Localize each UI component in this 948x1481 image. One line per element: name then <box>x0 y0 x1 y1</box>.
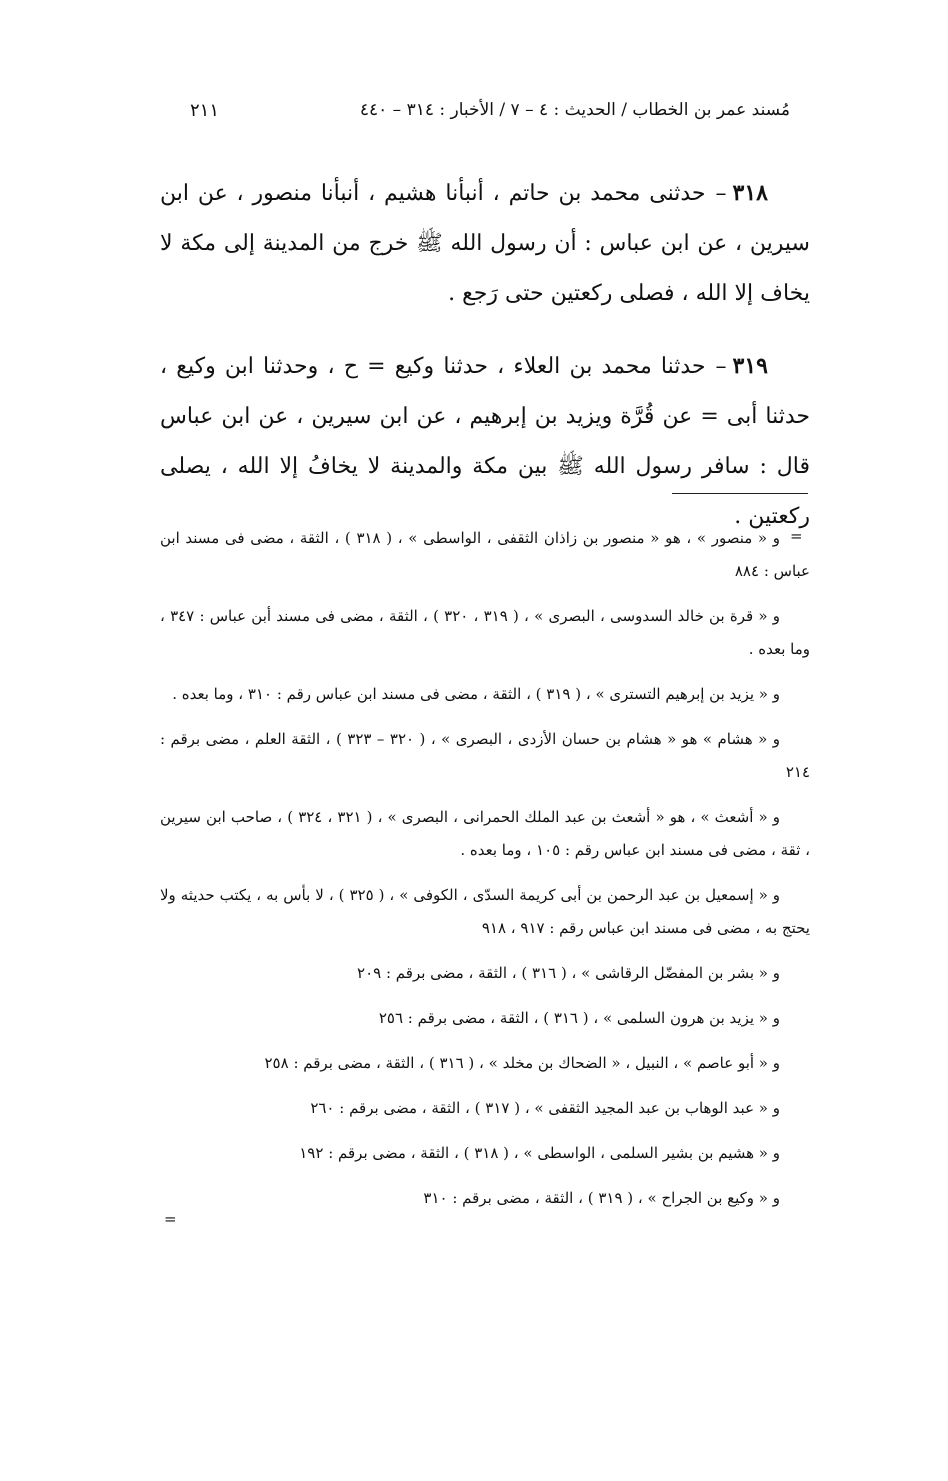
footnote: و « وكيع بن الجراح » ، ( ٣١٩ ) ، الثقة ، مضى برقم : ٣١٠ <box>423 1189 780 1207</box>
page-number: ٢١١ <box>190 100 220 121</box>
running-header <box>190 100 790 134</box>
hadith-text: حدثنى محمد بن حاتم ، أنبأنا هشيم ، أنبأنا منصور ، عن ابن سيرين ، عن ابن عباس : أن رسول الله ﷺ خرج من المدينة إلى مكة لا يخاف إلا الله ، فصلى ركعتين حتى رَجع . <box>160 181 810 306</box>
footnote: و « أشعث » ، هو « أشعث بن عبد الملك الحمرانى ، البصرى » ، ( ٣٢١ ، ٣٢٤ ) ، صاحب ابن سيرين ، ثقة ، مضى فى مسند ابن عباس رقم : ١٠٥ ، وما بعده . <box>160 808 810 859</box>
hadith-number: ٣١٨ <box>732 180 768 206</box>
continuation-mark-end: = <box>164 1210 177 1228</box>
main-text <box>160 168 810 564</box>
footnote: و « يزيد بن إبرهيم التسترى » ، ( ٣١٩ ) ، الثقة ، مضى فى مسند ابن عباس رقم : ٣١٠ ، وما بعده . <box>172 685 780 703</box>
footnote: و « منصور » ، هو « منصور بن زاذان الثقفى ، الواسطى » ، ( ٣١٨ ) ، الثقة ، مضى فى مسند ابن عباس : ٨٨٤ <box>160 529 810 580</box>
footnote: و « قرة بن خالد السدوسى ، البصرى » ، ( ٣١٩ ، ٣٢٠ ) ، الثقة ، مضى فى مسند أبن عباس : ٣٤٧ ، وما بعده . <box>160 607 810 658</box>
footnote: و « إسمعيل بن عبد الرحمن بن أبى كريمة السدّى ، الكوفى » ، ( ٣٢٥ ) ، لا بأس به ، يكتب حديثه ولا يحتج به ، مضى فى مسند ابن عباس رقم : ٩١٧ ، ٩١٨ <box>160 886 810 937</box>
footnote: و « عبد الوهاب بن عبد المجيد الثقفى » ، ( ٣١٧ ) ، الثقة ، مضى برقم : ٢٦٠ <box>310 1099 780 1117</box>
running-title: مُسند عمر بن الخطاب / الحديث : ٤ – ٧ / الأخبار : ٣١٤ – ٤٤٠ <box>359 100 790 120</box>
footnotes <box>160 522 810 1227</box>
hadith-entry <box>160 168 810 319</box>
hadith-number: ٣١٩ <box>732 353 768 379</box>
hadith-text: حدثنا محمد بن العلاء ، حدثنا وكيع = ح ، وحدثنا ابن وكيع ، حدثنا أبى = عن قُرَّة ويزيد بن إبرهيم ، عن ابن سيرين ، عن ابن عباس قال : سافر رسول الله ﷺ بين مكة والمدينة لا يخافُ إلا الله ، يصلى ركعتين . <box>160 354 810 529</box>
footnote: و « هشام » هو « هشام بن حسان الأزدى ، البصرى » ، ( ٣٢٠ – ٣٢٣ ) ، الثقة العلم ، مضى برقم : ٢١٤ <box>160 730 810 781</box>
hadith-dash: – <box>715 354 727 379</box>
footnote: و « هشيم بن بشير السلمى ، الواسطى » ، ( ٣١٨ ) ، الثقة ، مضى برقم : ١٩٢ <box>299 1144 780 1162</box>
footnote-separator <box>672 493 808 494</box>
hadith-entry <box>160 341 810 542</box>
footnote: و « يزيد بن هرون السلمى » ، ( ٣١٦ ) ، الثقة ، مضى برقم : ٢٥٦ <box>378 1009 780 1027</box>
hadith-dash: – <box>715 181 727 206</box>
continuation-mark-start: = <box>790 527 803 545</box>
footnote: و « بشر بن المفضّل الرقاشى » ، ( ٣١٦ ) ، الثقة ، مضى برقم : ٢٠٩ <box>357 964 780 982</box>
footnote: و « أبو عاصم » ، النبيل ، « الضحاك بن مخلد » ، ( ٣١٦ ) ، الثقة ، مضى برقم : ٢٥٨ <box>264 1054 780 1072</box>
